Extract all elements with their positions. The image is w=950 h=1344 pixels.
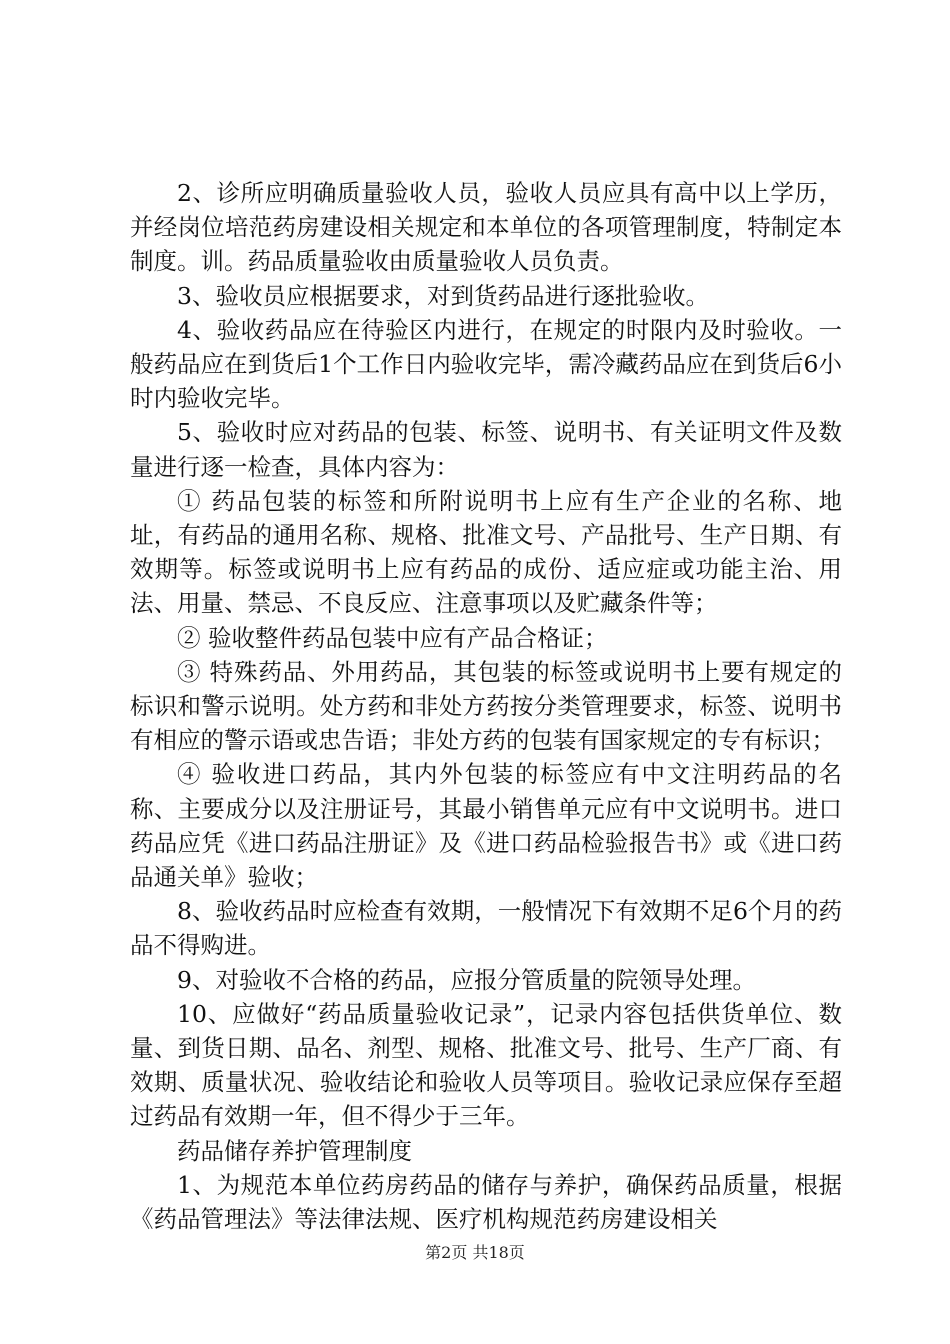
- paragraph-item-2-certificate: ② 验收整件药品包装中应有产品合格证；: [177, 623, 608, 652]
- paragraph-acceptance-timing: 4、验收药品应在待验区内进行，在规定的时限内及时验收。一般药品应在到货后1个工作日内验收完毕，需冷藏药品应在到货后6小时内验收完毕。: [130, 315, 842, 413]
- paragraph-item-4-imported-drugs: ④ 验收进口药品，其内外包装的标签应有中文注明药品的名称、主要成分以及注册证号，其最小销售单元应有中文说明书。进口药品应凭《进口药品注册证》及《进口药品检验报告书》或《进口药品通关单》验收；: [130, 760, 842, 892]
- paragraph-item-3-special-drugs: ③ 特殊药品、外用药品，其包装的标签或说明书上要有规定的标识和警示说明。处方药和非处方药按分类管理要求，标签、说明书有相应的警示语或忠告语；非处方药的包装有国家规定的专有标识；: [130, 657, 842, 755]
- paragraph-inspection-items: 5、验收时应对药品的包装、标签、说明书、有关证明文件及数量进行逐一检查，具体内容为：: [130, 418, 842, 481]
- page-footer: [0, 1243, 950, 1263]
- page-number-label: 第2页 共18页: [425, 1243, 525, 1262]
- paragraph-acceptance-record: 10、应做好“药品质量验收记录”，记录内容包括供货单位、数量、到货日期、品名、剂型、规格、批准文号、批号、生产厂商、有效期、质量状况、验收结论和验收人员等项目。验收记录应保存至超过药品有效期一年，但不得少于三年。: [130, 999, 842, 1131]
- paragraph-expiry-check: 8、验收药品时应检查有效期，一般情况下有效期不足6个月的药品不得购进。: [130, 897, 842, 960]
- paragraph-item-1-labels: ① 药品包装的标签和所附说明书上应有生产企业的名称、地址，有药品的通用名称、规格、批准文号、产品批号、生产日期、有效期等。标签或说明书上应有药品的成份、适应症或功能主治、用法、用量、禁忌、不良反应、注意事项以及贮藏条件等；: [130, 486, 842, 618]
- paragraph-storage-purpose: 1、为规范本单位药房药品的储存与养护，确保药品质量，根据《药品管理法》等法律法规、医疗机构规范药房建设相关: [130, 1170, 842, 1234]
- section-heading-storage-system: 药品储存养护管理制度: [177, 1136, 412, 1165]
- document-body: [130, 176, 842, 1236]
- paragraph-acceptance-staff: 2、诊所应明确质量验收人员，验收人员应具有高中以上学历，并经岗位培范药房建设相关规定和本单位的各项管理制度，特制定本制度。训。药品质量验收由质量验收人员负责。: [130, 179, 842, 276]
- paragraph-batch-acceptance: 3、验收员应根据要求，对到货药品进行逐批验收。: [177, 281, 709, 310]
- paragraph-unqualified-drugs: 9、对验收不合格的药品，应报分管质量的院领导处理。: [177, 965, 756, 994]
